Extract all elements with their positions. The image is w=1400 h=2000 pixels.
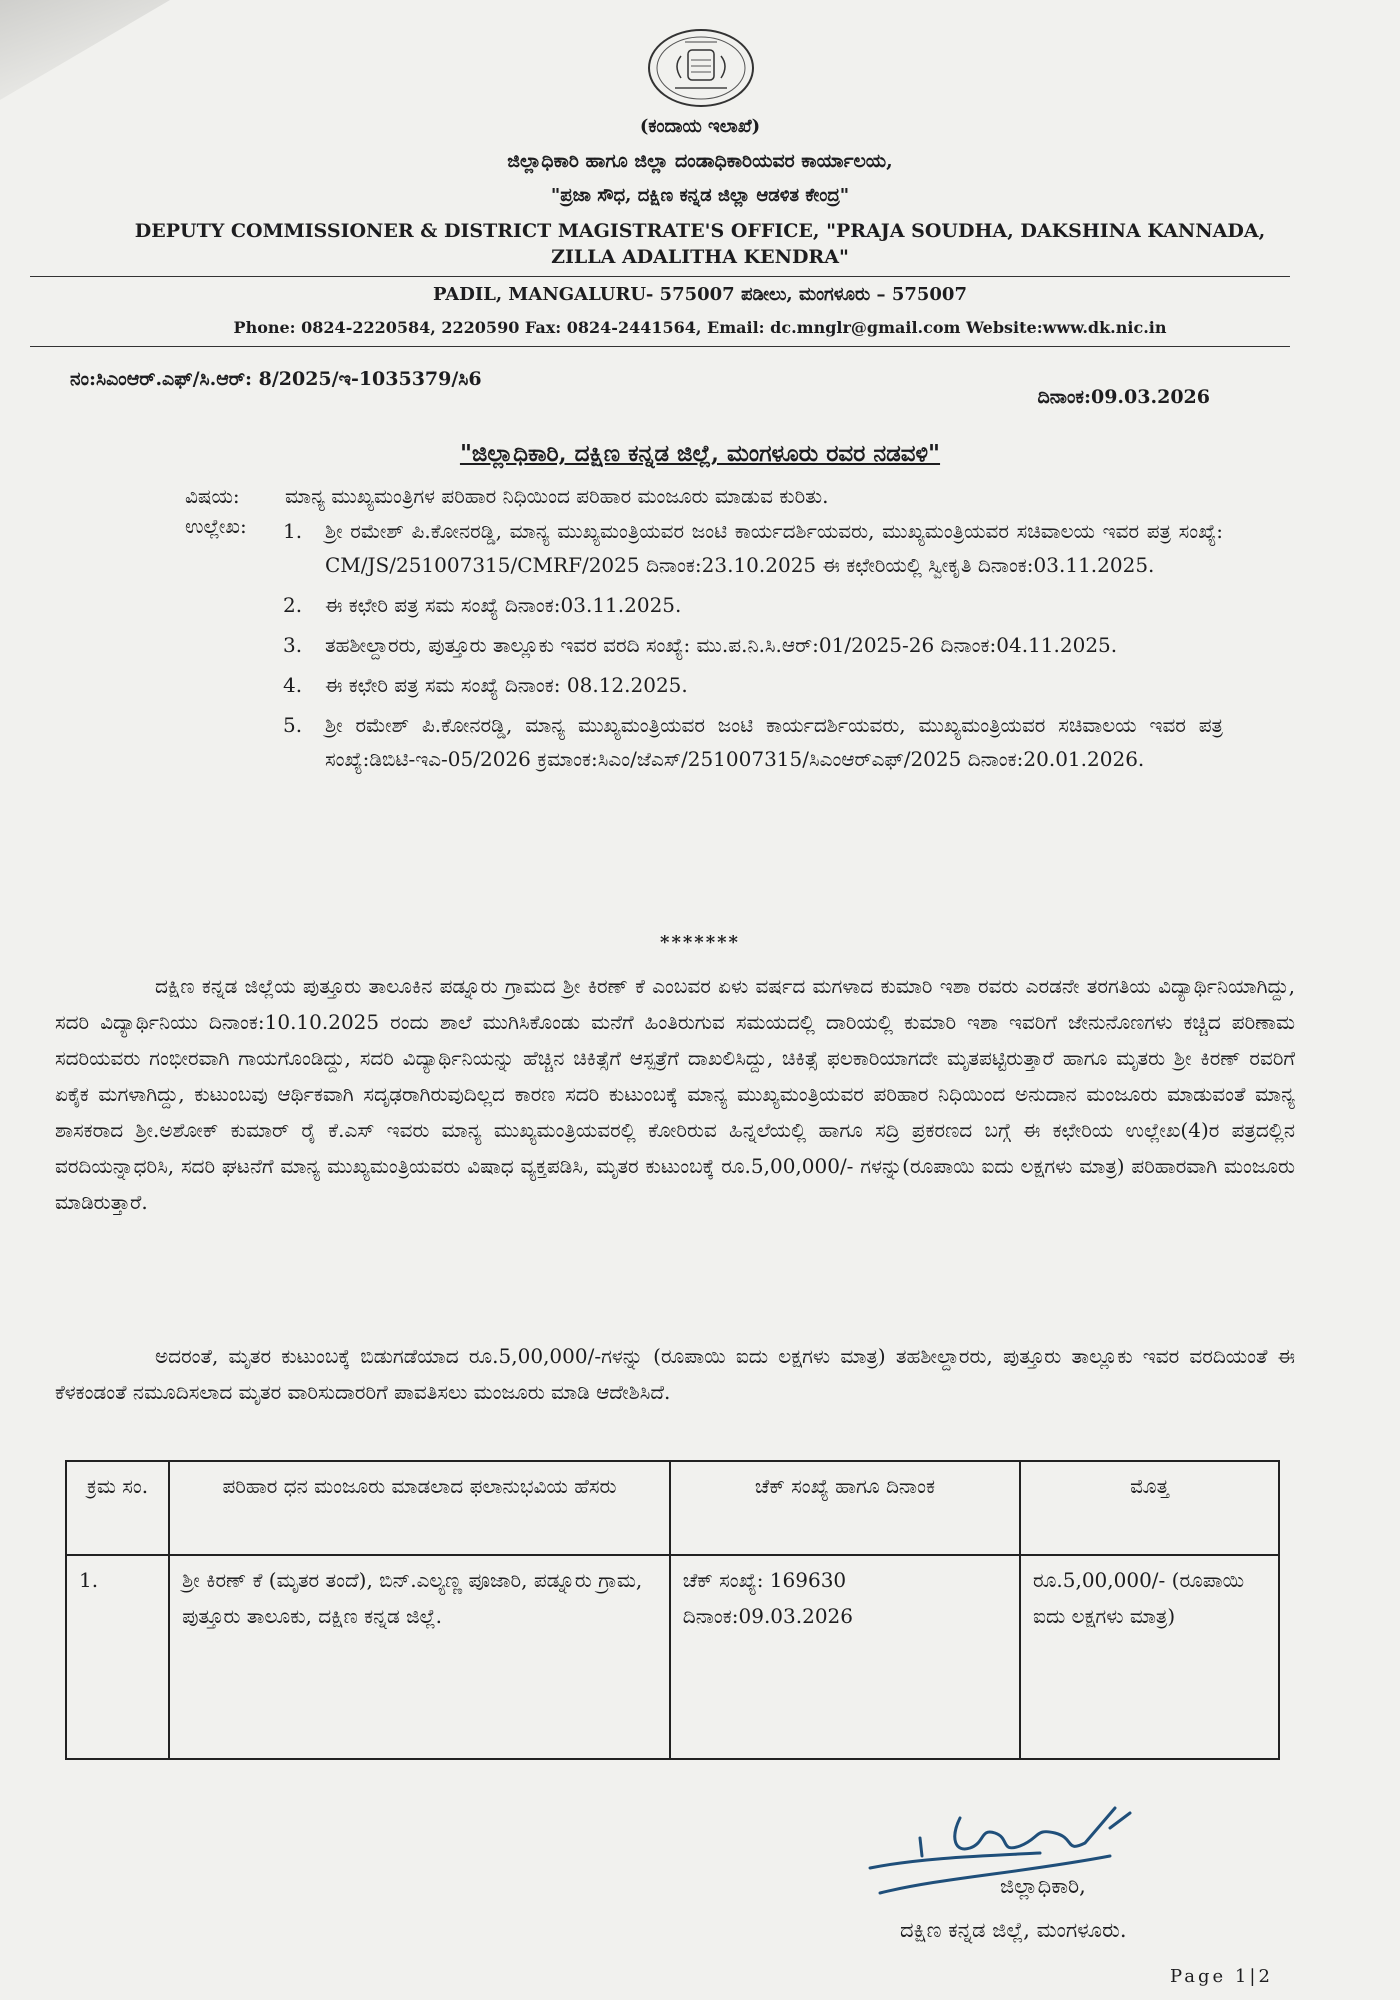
- references-list: [283, 514, 1223, 782]
- column-header-serial: ಕ್ರಮ ಸಂ.: [66, 1461, 169, 1555]
- reference-text: ಈ ಕಛೇರಿ ಪತ್ರ ಸಮ ಸಂಖ್ಯೆ ದಿನಾಂಕ: 08.12.2025.: [325, 673, 688, 697]
- signatory-location: ದಕ್ಷಿಣ ಕನ್ನಡ ಜಿಲ್ಲೆ, ಮಂಗಳೂರು.: [900, 1918, 1127, 1942]
- reference-number: ನಂ:ಸಿಎಂಆರ್.ಎಫ್/ಸಿ.ಆರ್: 8/2025/ಇ-1035379/ಸಿ6: [70, 368, 482, 390]
- subject-line: [185, 484, 829, 508]
- reference-number-label: 1.: [283, 519, 303, 543]
- reference-number-label: 4.: [283, 673, 303, 697]
- award-table: [65, 1460, 1280, 1760]
- government-emblem-icon: [645, 26, 757, 110]
- reference-text: ಶ್ರೀ ರಮೇಶ್ ಪಿ.ಕೋನರಡ್ಡಿ, ಮಾನ್ಯ ಮುಖ್ಯಮಂತ್ರಿಯವರ ಜಂಟಿ ಕಾರ್ಯದರ್ಶಿಯವರು, ಮುಖ್ಯಮಂತ್ರಿಯವರ ಸಚಿವಾಲಯ ಇವರ ಪತ್ರ ಸಂಖ್ಯೆ: CM/JS/251007315/CMRF/2025 ದಿನಾಂಕ:23.10.2025 ಈ ಕಛೇರಿಯಲ್ಲಿ ಸ್ವೀಕೃತಿ ದಿನಾಂಕ:03.11.2025.: [325, 519, 1223, 577]
- section-separator: *******: [660, 932, 740, 953]
- reference-number-label: 5.: [283, 713, 303, 737]
- cell-cheque: [670, 1555, 1020, 1759]
- subject-text: ಮಾನ್ಯ ಮುಖ್ಯಮಂತ್ರಿಗಳ ಪರಿಹಾರ ನಿಧಿಯಿಂದ ಪರಿಹಾರ ಮಂಜೂರು ಮಾಡುವ ಕುರಿತು.: [285, 484, 829, 508]
- body-paragraph-2: ಅದರಂತೆ, ಮೃತರ ಕುಟುಂಬಕ್ಕೆ ಬಿಡುಗಡೆಯಾದ ರೂ.5,00,000/-ಗಳನ್ನು (ರೂಪಾಯಿ ಐದು ಲಕ್ಷಗಳು ಮಾತ್ರ) ತಹಶೀಲ್ದಾರರು, ಪುತ್ತೂರು ತಾಲ್ಲೂಕು ಇವರ ವರದಿಯಂತೆ ಈ ಕೆಳಕಂಡಂತೆ ನಮೂದಿಸಲಾದ ಮೃತರ ವಾರಿಸುದಾರರಿಗೆ ಪಾವತಿಸಲು ಮಂಜೂರು ಮಾಡಿ ಆದೇಶಿಸಿದೆ.: [55, 1344, 1295, 1404]
- order-date: ದಿನಾಂಕ:09.03.2026: [1037, 386, 1210, 408]
- cell-serial: 1.: [66, 1555, 169, 1759]
- reference-item: [283, 668, 1223, 702]
- column-header-cheque: ಚೆಕ್ ಸಂಖ್ಯೆ ಹಾಗೂ ದಿನಾಂಕ: [670, 1461, 1020, 1555]
- reference-text: ಈ ಕಛೇರಿ ಪತ್ರ ಸಮ ಸಂಖ್ಯೆ ದಿನಾಂಕ:03.11.2025.: [325, 593, 682, 617]
- reference-item: [283, 588, 1223, 622]
- office-location-kannada: "ಪ್ರಜಾ ಸೌಧ, ದಕ್ಷಿಣ ಕನ್ನಡ ಜಿಲ್ಲಾ ಆಡಳಿತ ಕೇಂದ್ರ": [550, 185, 850, 206]
- cell-amount: ರೂ.5,00,000/- (ರೂಪಾಯಿ ಐದು ಲಕ್ಷಗಳು ಮಾತ್ರ): [1020, 1555, 1279, 1759]
- proceedings-title: "ಜಿಲ್ಲಾಧಿಕಾರಿ, ದಕ್ಷಿಣ ಕನ್ನಡ ಜಿಲ್ಲೆ, ಮಂಗಳೂರು ರವರ ನಡವಳಿ": [459, 440, 941, 467]
- cheque-number: ಚೆಕ್ ಸಂಖ್ಯೆ: 169630: [682, 1568, 847, 1592]
- page-number: Page 1|2: [1170, 1966, 1273, 1987]
- signature-image: [860, 1798, 1190, 1918]
- header-divider: [30, 276, 1290, 277]
- column-header-amount: ಮೊತ್ತ: [1020, 1461, 1279, 1555]
- contact-divider: [30, 346, 1290, 347]
- office-contact: Phone: 0824-2220584, 2220590 Fax: 0824-2441564, Email: dc.mnglr@gmail.com Website:www.dk.nic.in: [233, 318, 1167, 337]
- table-header-row: [66, 1461, 1279, 1555]
- department-name: (ಕಂದಾಯ ಇಲಾಖೆ): [639, 116, 761, 137]
- office-name-english: DEPUTY COMMISSIONER & DISTRICT MAGISTRATE'S OFFICE, "PRAJA SOUDHA, DAKSHINA KANNADA, ZILLA ADALITHA KENDRA": [134, 220, 1266, 268]
- reference-item: [283, 628, 1223, 662]
- reference-item: [283, 708, 1223, 776]
- subject-label: ವಿಷಯ:: [185, 484, 240, 508]
- column-header-beneficiary: ಪರಿಹಾರ ಧನ ಮಂಜೂರು ಮಾಡಲಾದ ಫಲಾನುಭವಿಯ ಹೆಸರು: [169, 1461, 670, 1555]
- table-row: [66, 1555, 1279, 1759]
- body-paragraph-1: ದಕ್ಷಿಣ ಕನ್ನಡ ಜಿಲ್ಲೆಯ ಪುತ್ತೂರು ತಾಲೂಕಿನ ಪಡ್ನೂರು ಗ್ರಾಮದ ಶ್ರೀ ಕಿರಣ್ ಕೆ ಎಂಬವರ ಏಳು ವರ್ಷದ ಮಗಳಾದ ಕುಮಾರಿ ಇಶಾ ರವರು ಎರಡನೇ ತರಗತಿಯ ವಿದ್ಯಾರ್ಥಿನಿಯಾಗಿದ್ದು, ಸದರಿ ವಿದ್ಯಾರ್ಥಿನಿಯು ದಿನಾಂಕ:10.10.2025 ರಂದು ಶಾಲೆ ಮುಗಿಸಿಕೊಂಡು ಮನೆಗೆ ಹಿಂತಿರುಗುವ ಸಮಯದಲ್ಲಿ ದಾರಿಯಲ್ಲಿ ಕುಮಾರಿ ಇಶಾ ಇವರಿಗೆ ಜೇನುನೊಣಗಳು ಕಚ್ಚಿದ ಪರಿಣಾಮ ಸದರಿಯವರು ಗಂಭೀರವಾಗಿ ಗಾಯಗೊಂಡಿದ್ದು, ಸದರಿ ವಿದ್ಯಾರ್ಥಿನಿಯನ್ನು ಹೆಚ್ಚಿನ ಚಿಕಿತ್ಸೆಗೆ ಆಸ್ಪತ್ರೆಗೆ ದಾಖಲಿಸಿದ್ದು, ಚಿಕಿತ್ಸೆ ಫಲಕಾರಿಯಾಗದೇ ಮೃತಪಟ್ಟಿರುತ್ತಾರೆ ಹಾಗೂ ಮೃತರು ಶ್ರೀ ಕಿರಣ್ ರವರಿಗೆ ಏಕೈಕ ಮಗಳಾಗಿದ್ದು, ಕುಟುಂಬವು ಆರ್ಥಿಕವಾಗಿ ಸದೃಢರಾಗಿರುವುದಿಲ್ಲದ ಕಾರಣ ಸದರಿ ಕುಟುಂಬಕ್ಕೆ ಮಾನ್ಯ ಮುಖ್ಯಮಂತ್ರಿಯವರ ಪರಿಹಾರ ನಿಧಿಯಿಂದ ಅನುದಾನ ಮಂಜೂರು ಮಾಡುವಂತೆ ಮಾನ್ಯ ಶಾಸಕರಾದ ಶ್ರೀ.ಅಶೋಕ್ ಕುಮಾರ್ ರೈ ಕೆ.ಎಸ್ ಇವರು ಮಾನ್ಯ ಮುಖ್ಯಮಂತ್ರಿಯವರಲ್ಲಿ ಕೋರಿರುವ ಹಿನ್ನಲೆಯಲ್ಲಿ ಹಾಗೂ ಸದ್ರಿ ಪ್ರಕರಣದ ಬಗ್ಗೆ ಈ ಕಛೇರಿಯ ಉಲ್ಲೇಖ(4)ರ ಪತ್ರದಲ್ಲಿನ ವರದಿಯನ್ನಾಧರಿಸಿ, ಸದರಿ ಘಟನೆಗೆ ಮಾನ್ಯ ಮುಖ್ಯಮಂತ್ರಿಯವರು ವಿಷಾಧ ವ್ಯಕ್ತಪಡಿಸಿ, ಮೃತರ ಕುಟುಂಬಕ್ಕೆ ರೂ.5,00,000/- ಗಳನ್ನು(ರೂಪಾಯಿ ಐದು ಲಕ್ಷಗಳು ಮಾತ್ರ) ಪರಿಹಾರವಾಗಿ ಮಂಜೂರು ಮಾಡಿರುತ್ತಾರೆ.: [55, 974, 1295, 1214]
- references-label: ಉಲ್ಲೇಖ:: [185, 514, 247, 538]
- reference-number-label: 3.: [283, 633, 303, 657]
- cheque-date: ದಿನಾಂಕ:09.03.2026: [682, 1604, 854, 1628]
- office-name-kannada: ಜಿಲ್ಲಾಧಿಕಾರಿ ಹಾಗೂ ಜಿಲ್ಲಾ ದಂಡಾಧಿಕಾರಿಯವರ ಕಾರ್ಯಾಲಯ,: [507, 150, 893, 172]
- signatory-title: ಜಿಲ್ಲಾಧಿಕಾರಿ,: [1000, 1874, 1086, 1898]
- reference-item: [283, 514, 1223, 582]
- reference-number-label: 2.: [283, 593, 303, 617]
- office-address: PADIL, MANGALURU- 575007 ಪಡೀಲು, ಮಂಗಳೂರು – 575007: [433, 284, 967, 305]
- reference-text: ಶ್ರೀ ರಮೇಶ್ ಪಿ.ಕೋನರಡ್ಡಿ, ಮಾನ್ಯ ಮುಖ್ಯಮಂತ್ರಿಯವರ ಜಂಟಿ ಕಾರ್ಯದರ್ಶಿಯವರು, ಮುಖ್ಯಮಂತ್ರಿಯವರ ಸಚಿವಾಲಯ ಇವರ ಪತ್ರ ಸಂಖ್ಯೆ:ಡಿಬಿಟಿ-ಇಎ-05/2026 ಕ್ರಮಾಂಕ:ಸಿಎಂ/ಜೆಎಸ್/251007315/ಸಿಎಂಆರ್‌ಎಫ್/2025 ದಿನಾಂಕ:20.01.2026.: [325, 713, 1223, 771]
- cell-beneficiary: ಶ್ರೀ ಕಿರಣ್ ಕೆ (ಮೃತರ ತಂದೆ), ಬಿನ್.ಎಲ್ಯಣ್ಣ ಪೂಜಾರಿ, ಪಡ್ನೂರು ಗ್ರಾಮ, ಪುತ್ತೂರು ತಾಲೂಕು, ದಕ್ಷಿಣ ಕನ್ನಡ ಜಿಲ್ಲೆ.: [169, 1555, 670, 1759]
- reference-text: ತಹಶೀಲ್ದಾರರು, ಪುತ್ತೂರು ತಾಲ್ಲೂಕು ಇವರ ವರದಿ ಸಂಖ್ಯೆ: ಮು.ಪ.ನಿ.ಸಿ.ಆರ್:01/2025-26 ದಿನಾಂಕ:04.11.2025.: [325, 633, 1118, 657]
